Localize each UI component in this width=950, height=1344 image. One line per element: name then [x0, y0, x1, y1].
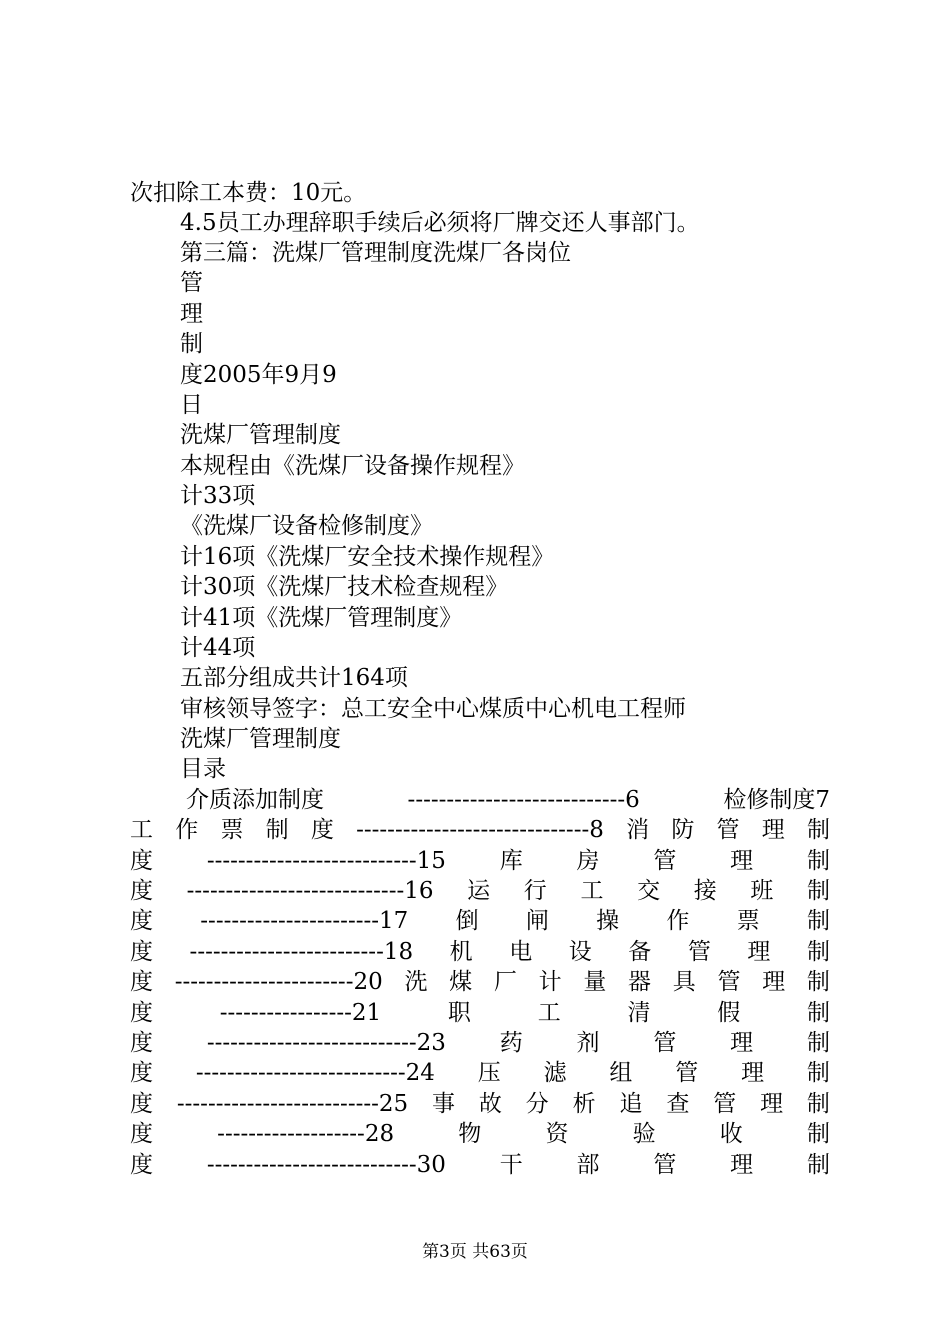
- toc-text: 析: [572, 1091, 596, 1117]
- toc-text: 制: [806, 1121, 830, 1147]
- toc-line: [130, 967, 830, 997]
- toc-text: 管: [713, 1091, 737, 1117]
- toc-text: 部: [576, 1152, 600, 1178]
- toc-text: 工: [130, 817, 153, 843]
- toc-text: 备: [628, 939, 652, 965]
- toc-text: 工: [580, 878, 604, 904]
- toc-line: [186, 785, 830, 815]
- toc-text: 作: [175, 817, 199, 843]
- text-line: 计33项: [180, 483, 256, 509]
- toc-text: 制: [806, 908, 830, 934]
- toc-line: [130, 876, 830, 906]
- text-line: 本规程由《洗煤厂设备操作规程》: [180, 453, 525, 479]
- toc-text: 制: [806, 848, 830, 874]
- toc-leader: ----------------------------6: [407, 787, 640, 813]
- text-line: 次扣除工本费：10元。: [130, 180, 367, 206]
- toc-text: 管: [716, 817, 740, 843]
- toc-text: -------------------------18: [189, 939, 414, 965]
- toc-text: 清: [627, 1000, 651, 1026]
- toc-text: 厂: [493, 969, 517, 995]
- toc-text: 度: [130, 1152, 153, 1178]
- toc-text: -----------------------20: [174, 969, 383, 995]
- toc-text: 房: [576, 848, 600, 874]
- toc-line: [130, 998, 830, 1028]
- toc-text: 度: [130, 969, 153, 995]
- toc-text: --------------------------25: [176, 1091, 409, 1117]
- text-line: 《洗煤厂设备检修制度》: [180, 513, 433, 539]
- text-line: 日: [180, 392, 203, 418]
- toc-text: 制: [806, 1091, 830, 1117]
- toc-text: 制: [265, 817, 289, 843]
- toc-text: 理: [730, 1030, 754, 1056]
- toc-text: 干: [499, 1152, 523, 1178]
- toc-text: 票: [736, 908, 760, 934]
- toc-text: 操: [596, 908, 620, 934]
- toc-text: 消: [626, 817, 650, 843]
- toc-text: 煤: [449, 969, 473, 995]
- toc-heading: 目录: [180, 756, 226, 782]
- toc-text: 理: [761, 817, 785, 843]
- toc-line: [130, 1028, 830, 1058]
- toc-text: 行: [523, 878, 547, 904]
- toc-text: 度: [130, 1121, 153, 1147]
- toc-text: 机: [449, 939, 473, 965]
- toc-text: 器: [628, 969, 652, 995]
- toc-text: 压: [477, 1060, 501, 1086]
- toc-line: [130, 937, 830, 967]
- text-line: 理: [180, 301, 203, 327]
- toc-text: 制: [806, 1060, 830, 1086]
- text-line: 计44项: [180, 635, 256, 661]
- text-line: 度2005年9月9: [180, 362, 337, 388]
- toc-text: 假: [717, 1000, 741, 1026]
- toc-text: 制: [806, 1152, 830, 1178]
- toc-text: -------------------28: [217, 1121, 395, 1147]
- toc-text: 度: [130, 908, 153, 934]
- toc-text: 量: [583, 969, 607, 995]
- text-line: 管: [180, 270, 203, 296]
- toc-text: 度: [130, 848, 153, 874]
- toc-text: -----------------21: [219, 1000, 382, 1026]
- toc-text: ---------------------------15: [206, 848, 446, 874]
- page-footer: 第3页 共63页: [422, 1242, 528, 1262]
- toc-text: 滤: [543, 1060, 567, 1086]
- toc-line: [130, 1089, 830, 1119]
- toc-text: 具: [672, 969, 696, 995]
- toc-text: 度: [130, 1000, 153, 1026]
- toc-line: [130, 1119, 830, 1149]
- toc-text: 交: [637, 878, 661, 904]
- toc-text: 度: [130, 1091, 153, 1117]
- toc-line: [130, 1058, 830, 1088]
- toc-text: 管: [687, 939, 711, 965]
- toc-text: 设: [568, 939, 592, 965]
- toc-text: 理: [730, 848, 754, 874]
- toc-text: 分: [525, 1091, 549, 1117]
- text-line: 计30项《洗煤厂技术检查规程》: [180, 574, 509, 600]
- toc-text: 防: [671, 817, 695, 843]
- toc-text: 倒: [455, 908, 479, 934]
- text-line: 4.5员工办理辞职手续后必须将厂牌交还人事部门。: [180, 210, 700, 236]
- toc-text: 职: [447, 1000, 471, 1026]
- toc-text: 制: [807, 878, 830, 904]
- toc-text: 管: [653, 1030, 677, 1056]
- toc-line: [130, 1150, 830, 1180]
- toc-text: 组: [609, 1060, 633, 1086]
- toc-text: 票: [220, 817, 244, 843]
- toc-text: 理: [760, 1091, 784, 1117]
- toc-text: 管: [653, 1152, 677, 1178]
- toc-text: 管: [675, 1060, 699, 1086]
- toc-text: 库: [499, 848, 523, 874]
- toc-line: [130, 815, 830, 845]
- toc-text: 查: [666, 1091, 690, 1117]
- text-line: 计41项《洗煤厂管理制度》: [180, 605, 463, 631]
- toc-text: 工: [537, 1000, 561, 1026]
- toc-text: 介质添加制度: [186, 787, 324, 813]
- toc-text: 检修制度7: [723, 787, 830, 813]
- section-heading: 第三篇：洗煤厂管理制度洗煤厂各岗位: [180, 240, 571, 266]
- toc-text: 计: [538, 969, 562, 995]
- toc-text: ---------------------------30: [206, 1152, 446, 1178]
- toc-text: 追: [619, 1091, 643, 1117]
- toc-line: [130, 846, 830, 876]
- toc-text: 运: [467, 878, 491, 904]
- toc-text: 班: [750, 878, 774, 904]
- text-line: 制: [180, 331, 203, 357]
- toc-text: 收: [719, 1121, 743, 1147]
- toc-text: 制: [806, 1000, 830, 1026]
- toc-text: 电: [509, 939, 533, 965]
- toc-text: 制: [806, 1030, 830, 1056]
- toc-text: 理: [762, 969, 786, 995]
- toc-text: 管: [717, 969, 741, 995]
- toc-text: 理: [747, 939, 771, 965]
- toc-text: 度: [130, 1030, 153, 1056]
- toc-text: 验: [632, 1121, 656, 1147]
- toc-text: 制: [806, 939, 830, 965]
- text-line: 洗煤厂管理制度: [180, 726, 341, 752]
- toc-text: 度: [130, 878, 153, 904]
- toc-text: 事: [432, 1091, 456, 1117]
- text-line: 计16项《洗煤厂安全技术操作规程》: [180, 544, 555, 570]
- toc-text: 洗: [404, 969, 428, 995]
- toc-text: 度: [310, 817, 334, 843]
- toc-text: 剂: [576, 1030, 600, 1056]
- toc-text: -----------------------17: [200, 908, 409, 934]
- toc-text: 药: [499, 1030, 523, 1056]
- toc-text: 制: [806, 817, 830, 843]
- toc-text: 度: [130, 939, 153, 965]
- toc-text: 闸: [525, 908, 549, 934]
- toc-text: 资: [545, 1121, 569, 1147]
- signature-line: 审核领导签字：总工安全中心煤质中心机电工程师: [180, 696, 686, 722]
- toc-text: ------------------------------8: [356, 817, 604, 843]
- toc-text: 接: [693, 878, 717, 904]
- toc-text: 作: [666, 908, 690, 934]
- toc-text: 度: [130, 1060, 153, 1086]
- toc-text: 理: [741, 1060, 765, 1086]
- toc-text: ---------------------------24: [195, 1060, 435, 1086]
- text-line: 洗煤厂管理制度: [180, 422, 341, 448]
- toc-text: 理: [730, 1152, 754, 1178]
- toc-line: [130, 906, 830, 936]
- toc-text: 物: [458, 1121, 482, 1147]
- toc-text: 故: [478, 1091, 502, 1117]
- toc-text: 管: [653, 848, 677, 874]
- text-line: 五部分组成共计164项: [180, 665, 408, 691]
- toc-text: ---------------------------23: [206, 1030, 446, 1056]
- toc-text: ----------------------------16: [186, 878, 434, 904]
- toc-text: 制: [806, 969, 830, 995]
